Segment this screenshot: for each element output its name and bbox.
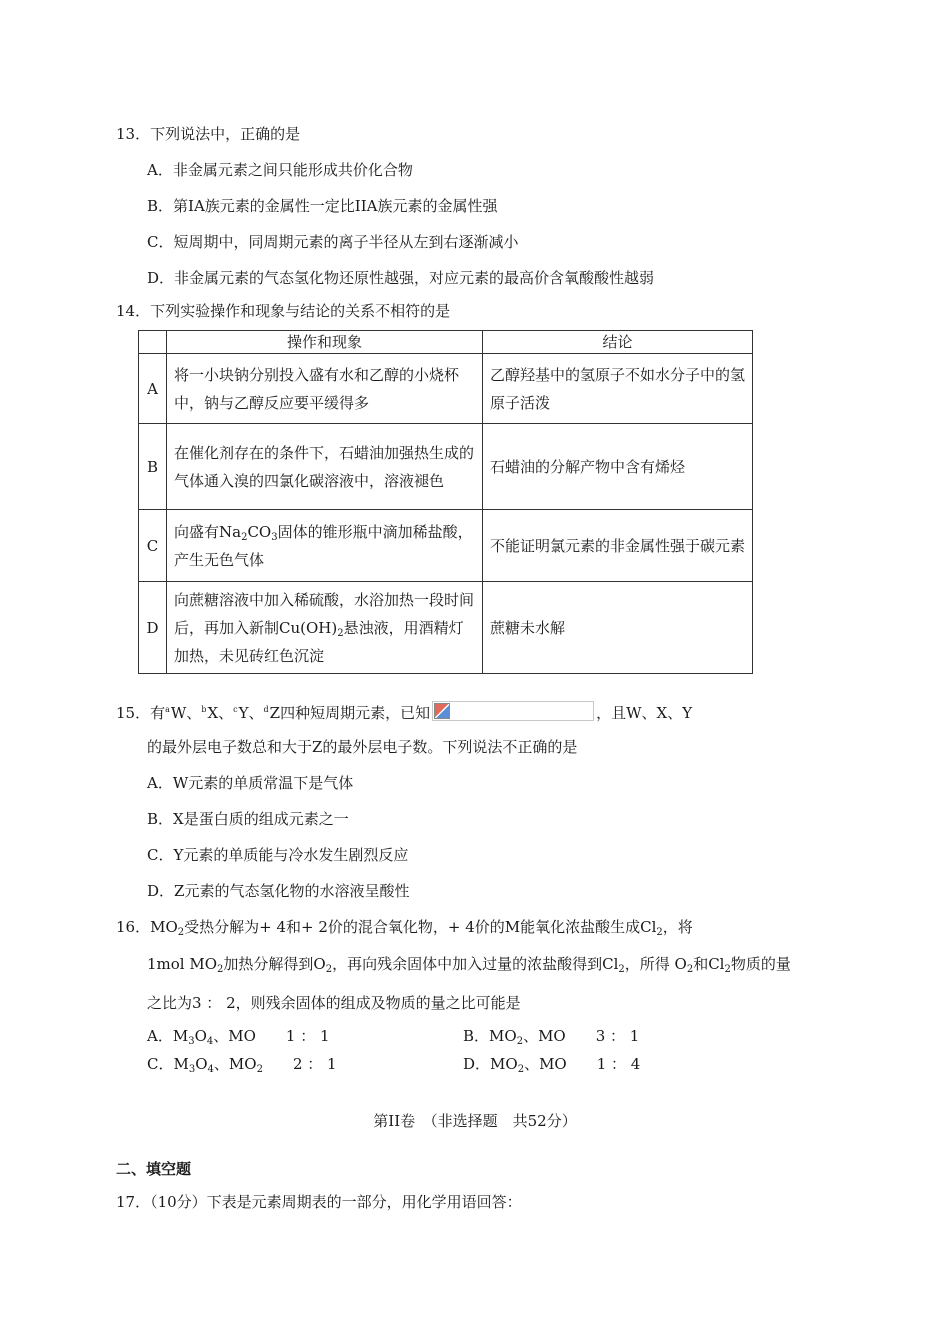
q16-option-c: C．$M_3O_4$、$MO_2$ 2 ： 1 bbox=[147, 1055, 337, 1075]
q15-option-c: C．Y元素的单质能与冷水发生剧烈反应 bbox=[147, 846, 409, 864]
table-header-row bbox=[139, 331, 753, 354]
header-operation: 操作和现象 bbox=[167, 331, 483, 354]
q13-option-d: D．非金属元素的气态氢化物还原性越强，对应元素的最高价含氧酸酸性越弱 bbox=[147, 269, 655, 287]
row-operation: 在催化剂存在的条件下，石蜡油加强热生成的气体通入溴的四氯化碳溶液中，溶液褪色 bbox=[167, 424, 483, 510]
q15-option-d: D．Z元素的气态氢化物的水溶液呈酸性 bbox=[147, 882, 410, 900]
q16-stem-line3: 之比为3 ： 2，则残余固体的组成及物质的量之比可能是 bbox=[147, 994, 521, 1012]
q16-stem-line2: 1mol $MO_2$加热分解得到$O_2$，再向残余固体中加入过量的浓盐酸得到$Cl_2$，所得 $O_2$和$Cl_2$物质的量 bbox=[147, 955, 791, 975]
q13-option-a: A．非金属元素之间只能形成共价化合物 bbox=[147, 161, 413, 179]
row-label: A bbox=[139, 354, 167, 424]
q13-option-b: B．第IA族元素的金属性一定比IIA族元素的金属性强 bbox=[147, 197, 498, 215]
row-operation: 向蔗糖溶液中加入稀硫酸，水浴加热一段时间后，再加入新制$Cu(OH)_2$悬浊液，用酒精灯加热，未见砖红色沉淀 bbox=[167, 582, 483, 674]
row-conclusion: 不能证明氯元素的非金属性强于碳元素 bbox=[483, 510, 753, 582]
row-conclusion: 石蜡油的分解产物中含有烯烃 bbox=[483, 424, 753, 510]
row-conclusion: 蔗糖未水解 bbox=[483, 582, 753, 674]
q16-stem-line1: 16．$MO_2$受热分解为+ 4和+ 2价的混合氧化物，+ 4价的M能氧化浓盐酸生成$Cl_2$，将 bbox=[116, 918, 693, 938]
q16-option-a: A．$M_3O_4$、MO 1 ： 1 bbox=[147, 1027, 330, 1047]
table-row bbox=[139, 354, 753, 424]
row-label: C bbox=[139, 510, 167, 582]
row-conclusion: 乙醇羟基中的氢原子不如水分子中的氢原子活泼 bbox=[483, 354, 753, 424]
row-operation: 将一小块钠分别投入盛有水和乙醇的小烧杯中，钠与乙醇反应要平缓得多 bbox=[167, 354, 483, 424]
broken-image-icon bbox=[432, 701, 594, 721]
q14-stem: 14．下列实验操作和现象与结论的关系不相符的是 bbox=[116, 302, 451, 320]
header-conclusion: 结论 bbox=[483, 331, 753, 354]
table-row bbox=[139, 510, 753, 582]
row-label: D bbox=[139, 582, 167, 674]
q16-option-d: D．$MO_2$、MO 1 ： 4 bbox=[463, 1055, 641, 1075]
q15-option-a: A．W元素的单质常温下是气体 bbox=[147, 774, 354, 792]
experiment-table bbox=[138, 330, 753, 674]
row-operation: 向盛有$Na_2CO_3$固体的锥形瓶中滴加稀盐酸，产生无色气体 bbox=[167, 510, 483, 582]
section-title: 第II卷 （非选择题 共52分） bbox=[373, 1112, 577, 1130]
q17-stem: 17．（10分）下表是元素周期表的一部分，用化学用语回答： bbox=[116, 1193, 522, 1211]
q16-option-b: B．$MO_2$、MO 3 ： 1 bbox=[463, 1027, 640, 1047]
section-heading: 二、填空题 bbox=[116, 1160, 192, 1178]
table-row bbox=[139, 582, 753, 674]
q15-option-b: B．X是蛋白质的组成元素之一 bbox=[147, 810, 349, 828]
q15-stem-line2: 的最外层电子数总和大于Z的最外层电子数。下列说法不正确的是 bbox=[147, 738, 578, 756]
table-row bbox=[139, 424, 753, 510]
q15-stem: 15．有$^a$W、$^b$X、$^c$Y、$^d$Z四种短周期元素，已知 ，且W、X、Y bbox=[116, 700, 692, 723]
row-label: B bbox=[139, 424, 167, 510]
q13-option-c: C．短周期中，同周期元素的离子半径从左到右逐渐减小 bbox=[147, 233, 519, 251]
q13-stem: 13．下列说法中，正确的是 bbox=[116, 125, 301, 143]
header-blank bbox=[139, 331, 167, 354]
